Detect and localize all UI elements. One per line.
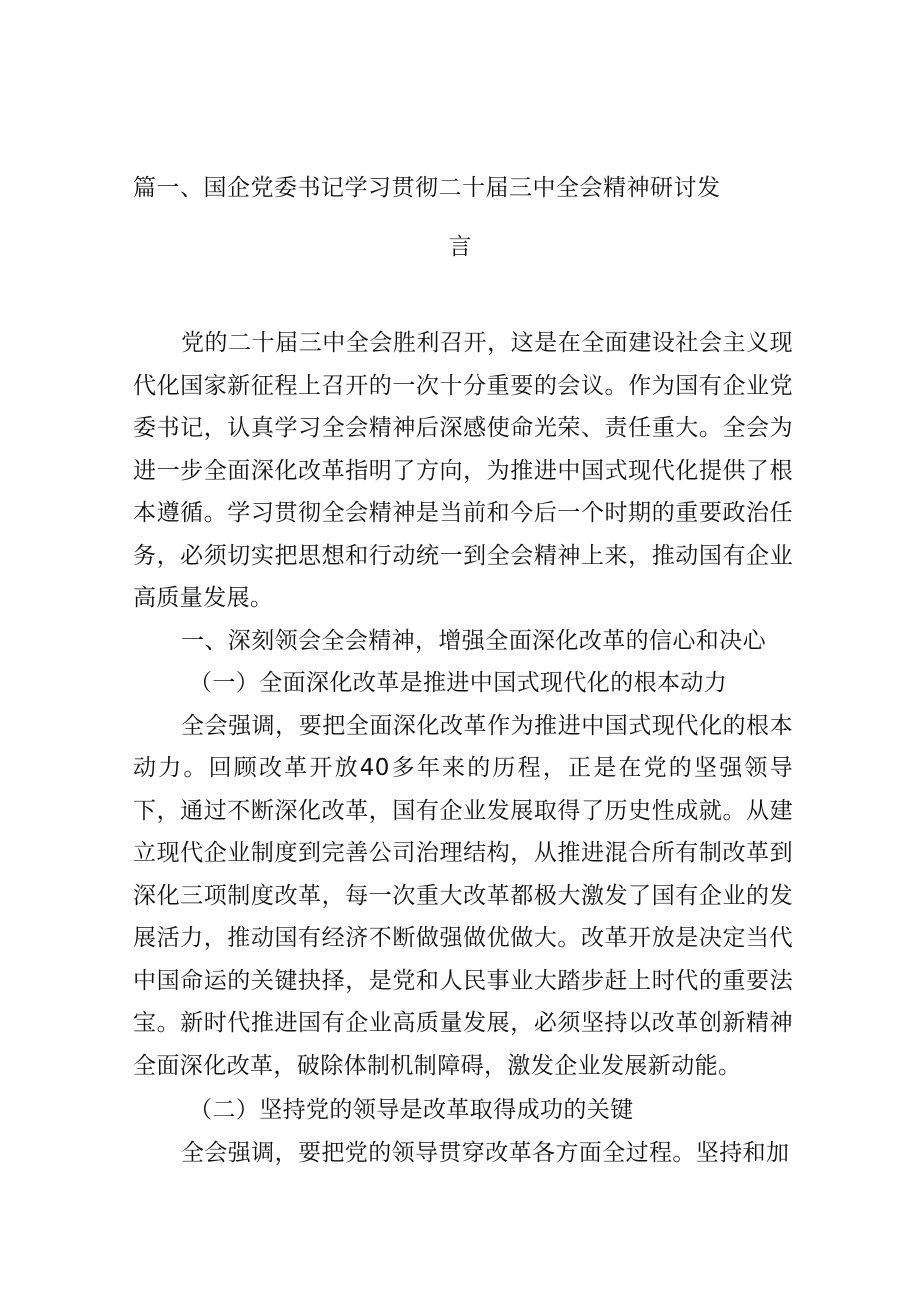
subsection-heading-1: （一）全面深化改革是推进中国式现代化的根本动力 (189, 670, 728, 696)
paragraph-party-leadership: 全会强调，要把党的领导贯穿改革各方面全过程。坚持和加 (181, 1139, 790, 1166)
subsection-heading-2: （二）坚持党的领导是改革取得成功的关键 (189, 1097, 634, 1123)
document-body (133, 322, 793, 1174)
paragraph-reform: 全会强调，要把全面深化改革作为推进中国式现代化的根本动力。回顾改革开放40多年来的历程，正是在党的坚强领导下，通过不断深化改革，国有企业发展取得了历史性成就。从建立现代企业制度到完善公司治理结构，从推进混合所有制改革到深化三项制度改革，每一次重大改革都极大激发了国有企业的发展活力，推动国有经济不断做强做优做大。改革开放是决定当代中国命运的关键抉择，是党和人民事业大踏步赶上时代的重要法宝。新时代推进国有企业高质量发展，必须坚持以改革创新精神全面深化改革，破除体制机制障碍，激发企业发展新动能。 (133, 712, 793, 1079)
document-title-continuation: 言 (448, 234, 472, 260)
paragraph-intro: 党的二十届三中全会胜利召开，这是在全面建设社会主义现代化国家新征程上召开的一次十分重要的会议。作为国有企业党委书记，认真学习全会精神后深感使命光荣、责任重大。全会为进一步全面深化改革指明了方向，为推进中国式现代化提供了根本遵循。学习贯彻全会精神是当前和今后一个时期的重要政治任务，必须切实把思想和行动统一到全会精神上来，推动国有企业高质量发展。 (133, 330, 793, 611)
document-title: 篇一、国企党委书记学习贯彻二十届三中全会精神研讨发 (133, 175, 721, 201)
section-heading-1: 一、深刻领会全会精神，增强全面深化改革的信心和决心 (181, 627, 766, 654)
